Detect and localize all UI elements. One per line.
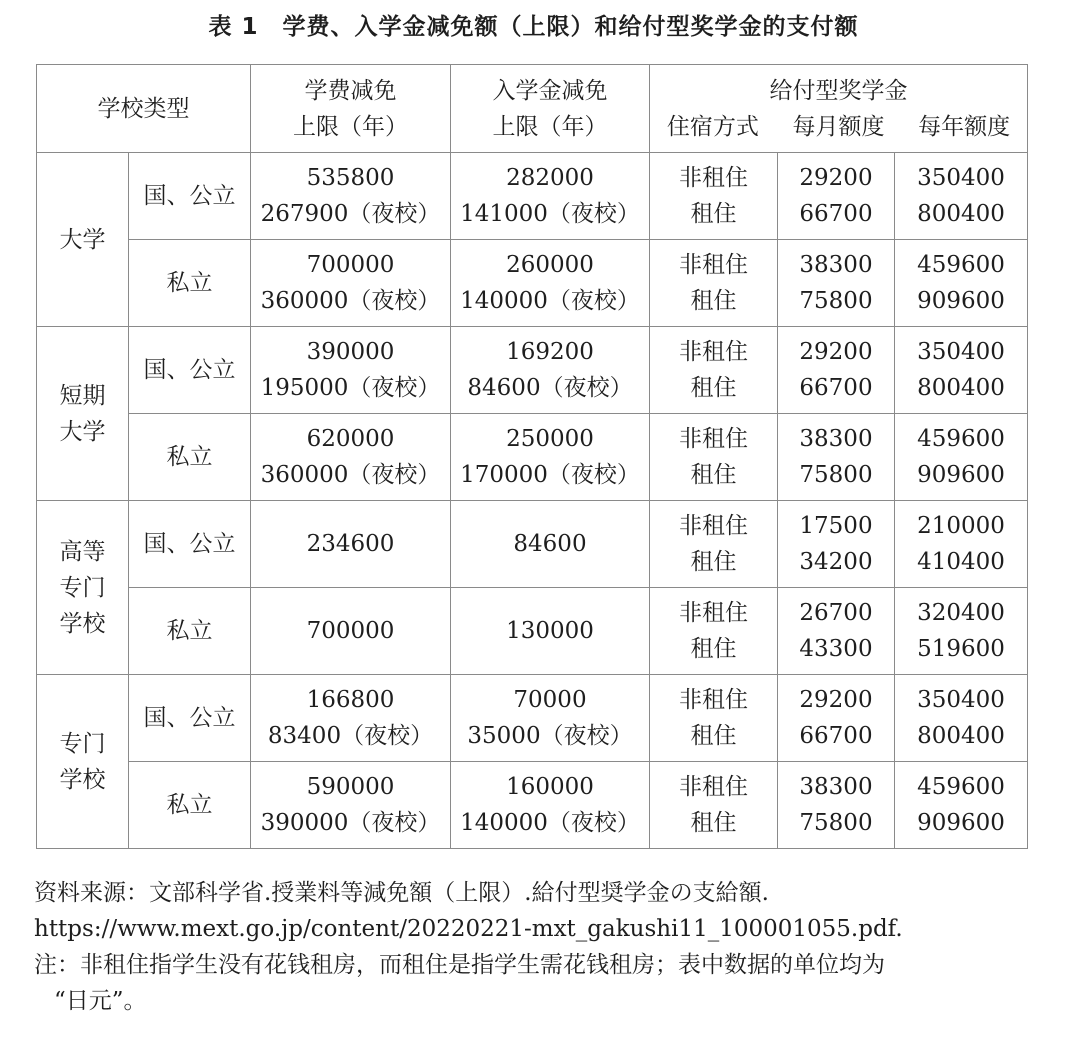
header-scholarship xyxy=(650,65,1028,153)
cell-housing xyxy=(650,240,778,327)
cell-monthly xyxy=(778,675,895,762)
cell-monthly-line: 75800 xyxy=(799,288,873,314)
cell-yearly-line: 459600 xyxy=(917,426,1005,452)
cell-yearly-line: 800400 xyxy=(917,723,1005,749)
cell-housing-line: 租住 xyxy=(690,636,737,662)
cell-entrance xyxy=(451,501,650,588)
cell-tuition-line: 360000（夜校） xyxy=(260,288,441,314)
cell-tuition-line: 620000 xyxy=(306,426,395,452)
cell-yearly-line: 210000 xyxy=(917,513,1005,539)
cell-entrance xyxy=(451,675,650,762)
cell-housing-line: 非租住 xyxy=(679,774,748,800)
cell-monthly xyxy=(778,153,895,240)
cell-housing xyxy=(650,414,778,501)
table-row xyxy=(37,762,1028,849)
cell-housing xyxy=(650,153,778,240)
cell-yearly-line: 519600 xyxy=(917,636,1005,662)
cell-housing xyxy=(650,327,778,414)
cell-entrance xyxy=(451,327,650,414)
cell-tuition-line: 390000 xyxy=(306,339,395,365)
group-name-line: 学校 xyxy=(59,610,106,637)
cell-yearly-line: 909600 xyxy=(917,462,1005,488)
cell-entrance xyxy=(451,153,650,240)
cell-entrance-line: 170000（夜校） xyxy=(460,462,640,488)
cell-housing-line: 非租住 xyxy=(679,252,748,278)
cell-yearly-line: 410400 xyxy=(917,549,1005,575)
header-tuition xyxy=(251,65,451,153)
cell-monthly xyxy=(778,414,895,501)
cell-entrance-line: 70000 xyxy=(513,687,587,713)
source-note: 资料来源：文部科学省.授業料等減免額（上限）.給付型奨学金の支給額. xyxy=(34,880,769,906)
table-row xyxy=(37,588,1028,675)
table-row xyxy=(37,675,1028,762)
cell-yearly xyxy=(895,762,1028,849)
group-name-line: 学校 xyxy=(59,766,106,793)
cell-monthly-line: 34200 xyxy=(799,549,873,575)
cell-housing-line: 租住 xyxy=(690,375,737,401)
table-row xyxy=(37,153,1028,240)
cell-yearly-line: 459600 xyxy=(917,252,1005,278)
cell-entrance-line: 84600 xyxy=(513,531,587,557)
cell-tuition-line: 590000 xyxy=(306,774,395,800)
table-row xyxy=(37,240,1028,327)
cell-monthly-line: 75800 xyxy=(799,462,873,488)
cell-monthly-line: 17500 xyxy=(799,513,873,539)
cell-housing-line: 租住 xyxy=(690,810,737,836)
cell-housing-line: 租住 xyxy=(690,723,737,749)
cell-yearly xyxy=(895,327,1028,414)
group-name-line: 短期 xyxy=(59,382,106,409)
cell-monthly-line: 38300 xyxy=(799,252,873,278)
group-name xyxy=(37,501,129,675)
cell-tuition xyxy=(251,675,451,762)
cell-monthly xyxy=(778,588,895,675)
group-name-line: 专门 xyxy=(59,730,106,757)
cell-yearly xyxy=(895,501,1028,588)
cell-tuition xyxy=(251,327,451,414)
cell-entrance xyxy=(451,588,650,675)
cell-monthly-line: 38300 xyxy=(799,426,873,452)
cell-housing-line: 非租住 xyxy=(679,426,748,452)
cell-housing xyxy=(650,501,778,588)
cell-housing xyxy=(650,762,778,849)
cell-tuition xyxy=(251,501,451,588)
header-school-type: 学校类型 xyxy=(37,65,251,153)
fee-table xyxy=(36,64,1028,849)
cell-entrance-line: 84600（夜校） xyxy=(467,375,633,401)
cell-tuition-line: 535800 xyxy=(306,165,395,191)
cell-entrance-line: 169200 xyxy=(506,339,594,365)
cell-housing-line: 非租住 xyxy=(679,513,748,539)
cell-entrance-line: 35000（夜校） xyxy=(467,723,633,749)
cell-yearly-line: 350400 xyxy=(917,687,1005,713)
school-ownership: 国、公立 xyxy=(129,327,251,414)
header-scholarship-title: 给付型奖学金 xyxy=(769,77,908,104)
school-ownership: 私立 xyxy=(129,762,251,849)
group-name xyxy=(37,327,129,501)
cell-entrance-line: 282000 xyxy=(506,165,594,191)
cell-entrance xyxy=(451,414,650,501)
cell-housing-line: 非租住 xyxy=(679,687,748,713)
cell-monthly-line: 38300 xyxy=(799,774,873,800)
header-entrance-line: 上限（年） xyxy=(492,113,608,140)
cell-yearly-line: 320400 xyxy=(917,600,1005,626)
cell-housing-line: 租住 xyxy=(690,201,737,227)
group-name-line: 专门 xyxy=(59,574,106,601)
school-ownership: 私立 xyxy=(129,240,251,327)
cell-entrance-line: 160000 xyxy=(506,774,594,800)
subheader-yearly: 每年额度 xyxy=(918,113,1011,140)
cell-housing xyxy=(650,588,778,675)
cell-housing-line: 租住 xyxy=(690,549,737,575)
table-header-row xyxy=(37,65,1028,153)
notes xyxy=(34,875,1034,1019)
cell-tuition-line: 700000 xyxy=(306,618,395,644)
cell-entrance-line: 140000（夜校） xyxy=(460,288,640,314)
cell-tuition-line: 360000（夜校） xyxy=(260,462,441,488)
cell-yearly xyxy=(895,153,1028,240)
group-name xyxy=(37,153,129,327)
group-name-line: 大学 xyxy=(59,226,106,253)
cell-housing-line: 租住 xyxy=(690,288,737,314)
header-tuition-line: 上限（年） xyxy=(293,113,408,140)
school-ownership: 国、公立 xyxy=(129,153,251,240)
cell-yearly-line: 909600 xyxy=(917,810,1005,836)
cell-yearly xyxy=(895,675,1028,762)
group-name xyxy=(37,675,129,849)
subheader-monthly: 每月额度 xyxy=(792,113,885,140)
cell-yearly xyxy=(895,240,1028,327)
cell-tuition xyxy=(251,762,451,849)
cell-entrance xyxy=(451,762,650,849)
cell-tuition-line: 234600 xyxy=(306,531,395,557)
source-url: https://www.mext.go.jp/content/20220221-mxt_gakushi11_100001055.pdf. xyxy=(34,916,903,942)
cell-housing-line: 非租住 xyxy=(679,600,748,626)
school-ownership: 国、公立 xyxy=(129,501,251,588)
cell-tuition xyxy=(251,153,451,240)
cell-tuition-line: 267900（夜校） xyxy=(260,201,441,227)
cell-entrance xyxy=(451,240,650,327)
cell-monthly xyxy=(778,762,895,849)
cell-tuition xyxy=(251,414,451,501)
cell-monthly-line: 43300 xyxy=(799,636,873,662)
table-row xyxy=(37,327,1028,414)
table-row xyxy=(37,501,1028,588)
cell-monthly-line: 29200 xyxy=(799,165,873,191)
cell-yearly-line: 350400 xyxy=(917,165,1005,191)
cell-yearly-line: 459600 xyxy=(917,774,1005,800)
cell-housing-line: 非租住 xyxy=(679,339,748,365)
cell-monthly-line: 29200 xyxy=(799,339,873,365)
cell-housing-line: 非租住 xyxy=(679,165,748,191)
cell-monthly-line: 66700 xyxy=(799,375,873,401)
group-name-line: 高等 xyxy=(59,538,106,565)
cell-tuition-line: 166800 xyxy=(306,687,395,713)
cell-monthly-line: 66700 xyxy=(799,201,873,227)
cell-tuition-line: 83400（夜校） xyxy=(267,723,434,749)
cell-yearly-line: 909600 xyxy=(917,288,1005,314)
cell-housing-line: 租住 xyxy=(690,462,737,488)
cell-entrance-line: 141000（夜校） xyxy=(460,201,640,227)
subheader-housing: 住宿方式 xyxy=(666,113,759,140)
group-name-line: 大学 xyxy=(59,418,106,445)
cell-tuition xyxy=(251,240,451,327)
header-scholarship-subheaders xyxy=(650,109,1027,145)
table-body xyxy=(37,153,1028,849)
cell-entrance-line: 260000 xyxy=(506,252,594,278)
header-entrance-line: 入学金减免 xyxy=(492,77,608,104)
cell-yearly-line: 800400 xyxy=(917,375,1005,401)
table-row xyxy=(37,414,1028,501)
cell-yearly-line: 350400 xyxy=(917,339,1005,365)
cell-entrance-line: 130000 xyxy=(506,618,594,644)
cell-monthly-line: 66700 xyxy=(799,723,873,749)
footnote-continued: “日元”。 xyxy=(54,988,147,1014)
cell-tuition-line: 390000（夜校） xyxy=(260,810,441,836)
school-ownership: 私立 xyxy=(129,588,251,675)
cell-monthly-line: 75800 xyxy=(799,810,873,836)
cell-entrance-line: 250000 xyxy=(506,426,594,452)
cell-yearly xyxy=(895,588,1028,675)
cell-yearly xyxy=(895,414,1028,501)
cell-tuition-line: 195000（夜校） xyxy=(260,375,441,401)
header-entrance xyxy=(451,65,650,153)
cell-monthly xyxy=(778,240,895,327)
cell-housing xyxy=(650,675,778,762)
header-tuition-line: 学费减免 xyxy=(304,77,397,104)
cell-monthly xyxy=(778,327,895,414)
table-title: 表 1 学费、入学金减免额（上限）和给付型奖学金的支付额 xyxy=(208,14,859,40)
cell-entrance-line: 140000（夜校） xyxy=(460,810,640,836)
cell-yearly-line: 800400 xyxy=(917,201,1005,227)
school-ownership: 私立 xyxy=(129,414,251,501)
footnote: 注：非租住指学生没有花钱租房，而租住是指学生需花钱租房；表中数据的单位均为 xyxy=(34,952,885,978)
cell-tuition-line: 700000 xyxy=(306,252,395,278)
school-ownership: 国、公立 xyxy=(129,675,251,762)
cell-monthly xyxy=(778,501,895,588)
cell-tuition xyxy=(251,588,451,675)
cell-monthly-line: 26700 xyxy=(799,600,873,626)
cell-monthly-line: 29200 xyxy=(799,687,873,713)
